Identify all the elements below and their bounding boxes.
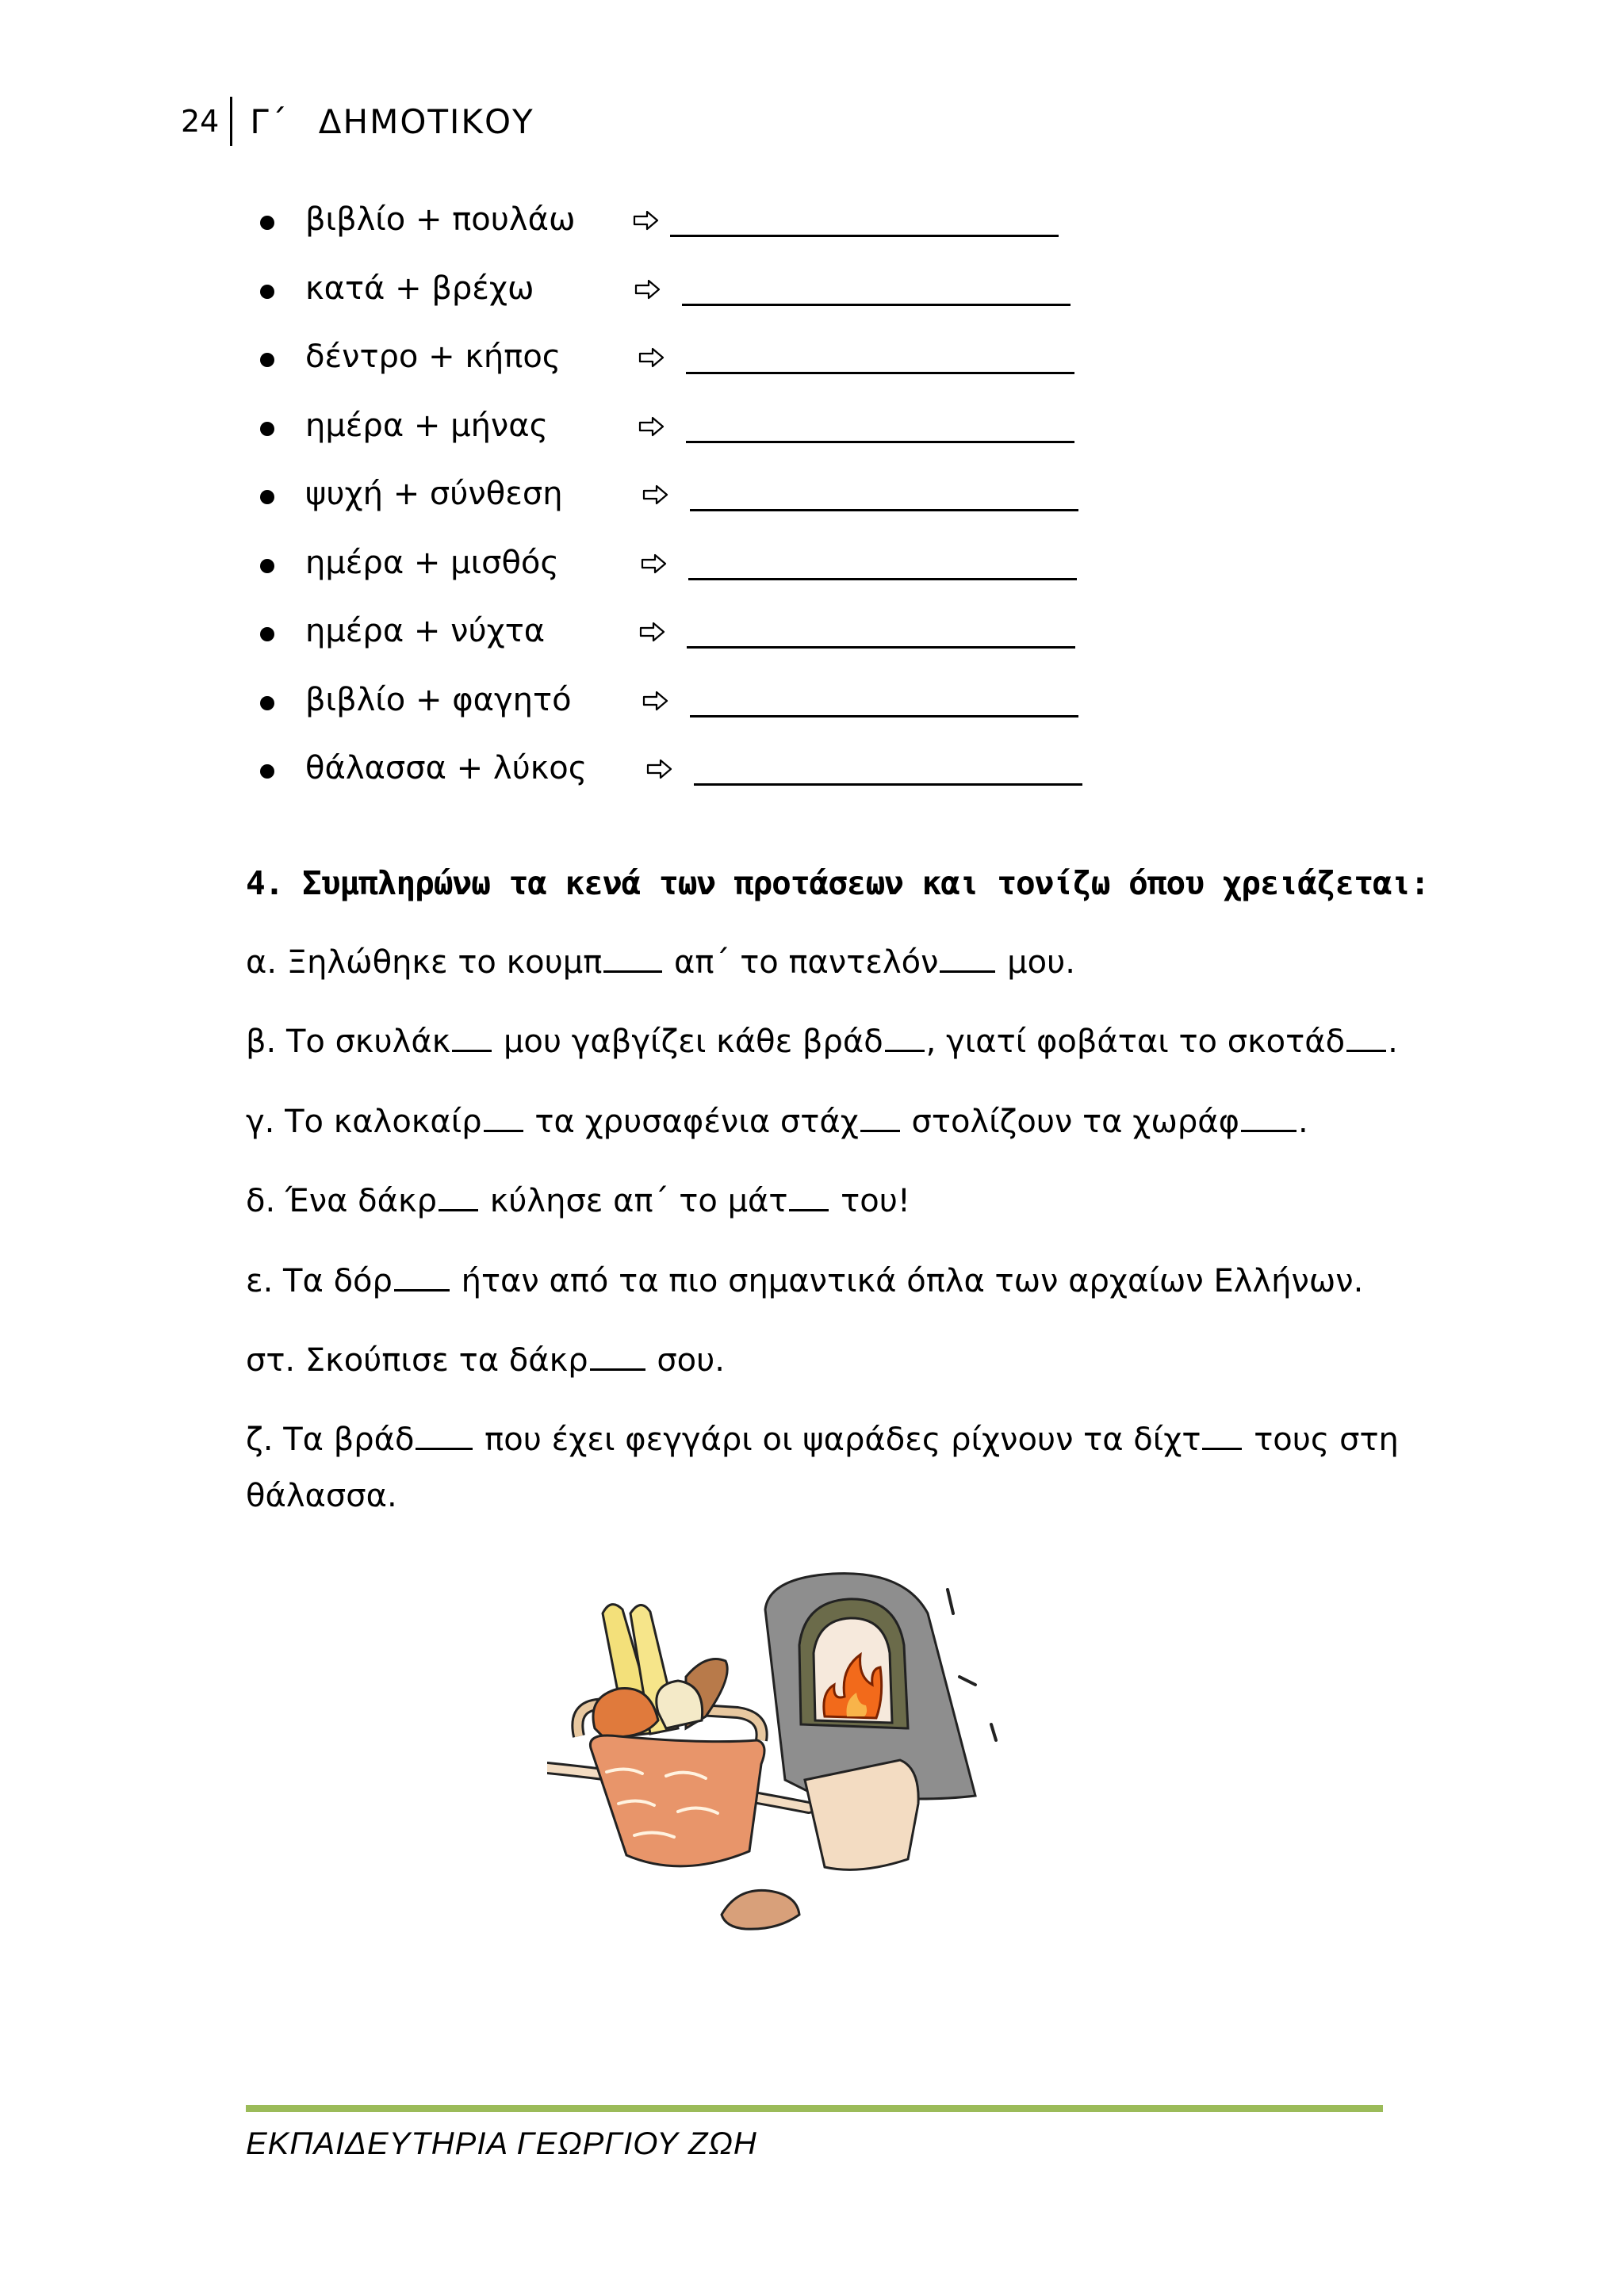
arrow-right-icon	[642, 484, 669, 506]
sentence-text: .	[1297, 1104, 1308, 1140]
bullet-icon	[260, 422, 274, 436]
bun-icon	[657, 1681, 703, 1728]
fill-blank[interactable]	[885, 1023, 925, 1052]
fill-blank[interactable]	[394, 1262, 450, 1292]
sentence-text: που έχει φεγγάρι οι ψαράδες ρίχνουν τα δίχτ	[474, 1422, 1201, 1458]
bullet-icon	[260, 764, 274, 779]
arrow-right-icon	[641, 553, 668, 575]
header-divider	[230, 97, 232, 146]
fill-blank[interactable]	[1241, 1103, 1297, 1132]
arrow-right-icon	[638, 415, 665, 438]
sentence-g-continued: θάλασσα.	[246, 1478, 397, 1514]
word-expression: κατά + βρέχω	[305, 270, 534, 307]
answer-blank[interactable]	[670, 235, 1059, 237]
word-expression: δέντρο + κήπος	[305, 339, 561, 375]
arrow-right-icon	[634, 278, 661, 300]
bullet-icon	[260, 627, 274, 641]
grade-label: Γ΄	[250, 101, 289, 141]
list-item	[254, 396, 1126, 465]
fill-blank[interactable]	[439, 1182, 478, 1211]
sentence-text: κύλησε απ΄ το μάτ	[479, 1183, 788, 1219]
arrow-right-icon	[633, 209, 660, 232]
sentence-text: ε. Τα δόρ	[246, 1263, 393, 1299]
word-expression: βιβλίο + πουλάω	[305, 201, 576, 238]
word-expression: ημέρα + μήνας	[305, 407, 549, 444]
list-item	[254, 534, 1126, 603]
word-expression: ημέρα + νύχτα	[305, 613, 546, 649]
arrow-right-icon	[638, 346, 665, 369]
sentence-text: σου.	[646, 1342, 726, 1379]
footer-author: ΕΚΠΑΙΔΕΥΤΗΡΙΑ ΓΕΩΡΓΙΟΥ ΖΩΗ	[246, 2126, 757, 2161]
list-item	[254, 327, 1126, 396]
school-label: ΔΗΜΟΤΙΚΟΥ	[318, 101, 534, 141]
sentence-text: του!	[830, 1183, 910, 1219]
sentence-c	[246, 1099, 1308, 1145]
sentence-b	[246, 1019, 1398, 1065]
header-title	[250, 102, 534, 141]
word-expression: βιβλίο + φαγητό	[305, 681, 572, 718]
list-item	[254, 602, 1126, 671]
sentence-text: .	[1388, 1024, 1398, 1060]
list-item	[254, 190, 1126, 259]
bread-oven-illustration	[547, 1566, 1023, 1938]
list-item	[254, 465, 1126, 534]
answer-blank[interactable]	[690, 509, 1078, 511]
sentence-text: α. Ξηλώθηκε το κουμπ	[246, 944, 603, 981]
fill-blank[interactable]	[452, 1023, 492, 1052]
croissant-icon	[722, 1890, 799, 1929]
arrow-right-icon	[646, 758, 673, 780]
fill-blank[interactable]	[590, 1341, 645, 1371]
bullet-icon	[260, 353, 274, 367]
fill-blank[interactable]	[484, 1103, 523, 1132]
bullet-icon	[260, 285, 274, 299]
answer-blank[interactable]	[682, 304, 1071, 306]
sentence-text: ήταν από τα πιο σημαντικά όπλα των αρχαίων Ελλήνων.	[450, 1263, 1364, 1299]
sentence-text: απ΄ το παντελόν	[664, 944, 939, 981]
word-expression: ψυχή + σύνθεση	[305, 476, 563, 512]
word-expression: θάλασσα + λύκος	[305, 750, 588, 786]
bullet-icon	[260, 559, 274, 573]
answer-blank[interactable]	[694, 783, 1082, 786]
word-expression: ημέρα + μισθός	[305, 544, 559, 581]
sentence-d	[246, 1178, 910, 1224]
sentence-text: στολίζουν τα χωράφ	[901, 1104, 1239, 1140]
arrow-right-icon	[642, 690, 669, 712]
sentence-text: ζ. Τα βράδ	[246, 1422, 415, 1458]
page-header	[181, 94, 534, 149]
sentence-text: γ. Το καλοκαίρ	[246, 1104, 482, 1140]
list-item	[254, 739, 1126, 808]
sentence-a	[246, 939, 1075, 985]
sentence-text: στ. Σκούπισε τα δάκρ	[246, 1342, 588, 1379]
bullet-icon	[260, 216, 274, 230]
sentence-e	[246, 1258, 1363, 1304]
sentence-text: , γιατί φοβάται το σκοτάδ	[925, 1024, 1346, 1060]
fill-blank[interactable]	[1346, 1023, 1386, 1052]
fill-blank[interactable]	[1202, 1421, 1242, 1450]
bullet-icon	[260, 490, 274, 504]
list-item	[254, 259, 1126, 328]
fill-blank[interactable]	[416, 1421, 473, 1450]
sentence-text: μου γαβγίζει κάθε βράδ	[493, 1024, 883, 1060]
page-number: 24	[181, 104, 220, 139]
footer-divider	[246, 2105, 1383, 2112]
answer-blank[interactable]	[687, 646, 1075, 649]
fill-blank[interactable]	[940, 943, 995, 973]
bullet-icon	[260, 696, 274, 710]
peel-blade	[805, 1760, 918, 1869]
fill-blank[interactable]	[603, 943, 662, 973]
answer-blank[interactable]	[686, 372, 1074, 374]
basket-icon	[590, 1735, 764, 1866]
fill-blank[interactable]	[789, 1182, 829, 1211]
answer-blank[interactable]	[690, 715, 1078, 718]
sentence-f	[246, 1337, 725, 1383]
answer-blank[interactable]	[686, 441, 1074, 443]
sentence-text: τους στη	[1243, 1422, 1399, 1458]
sentence-text: τα χρυσαφένια στάχ	[524, 1104, 859, 1140]
exercise-title: 4. Συμπληρώνω τα κενά των προτάσεων και τονίζω όπου χρειάζεται:	[246, 864, 1430, 902]
answer-blank[interactable]	[688, 578, 1077, 580]
list-item	[254, 671, 1126, 740]
sentence-g	[246, 1417, 1399, 1463]
sentence-text: μου.	[997, 944, 1075, 981]
fill-blank[interactable]	[860, 1103, 900, 1132]
sentence-text: δ. Ένα δάκρ	[246, 1183, 437, 1219]
sentence-text: β. Το σκυλάκ	[246, 1024, 451, 1060]
compound-word-list	[254, 190, 1126, 808]
arrow-right-icon	[639, 621, 666, 643]
